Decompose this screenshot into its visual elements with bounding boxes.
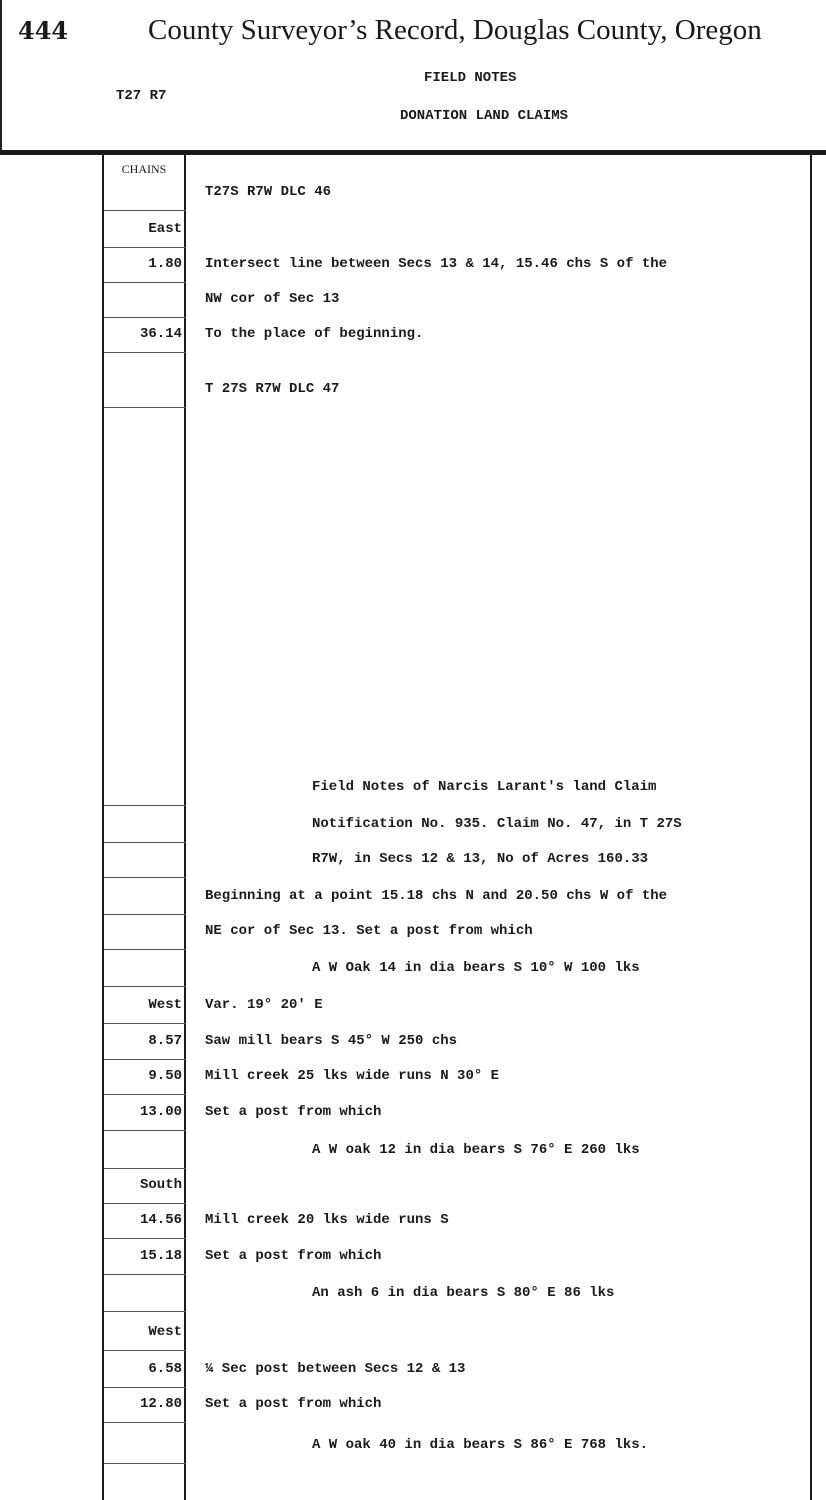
note-line: NW cor of Sec 13 [205, 291, 340, 307]
chains-row-divider [104, 914, 186, 915]
section-title: FIELD NOTES [424, 70, 517, 86]
chains-row-divider [104, 352, 186, 353]
note-line: A W Oak 14 in dia bears S 10° W 100 lks [312, 960, 640, 976]
note-line: A W oak 40 in dia bears S 86° E 768 lks. [312, 1437, 649, 1453]
chains-row-divider [104, 1238, 186, 1239]
chains-row-divider [104, 1168, 186, 1169]
chains-cell: 14.56 [139, 1212, 182, 1228]
chains-row-divider [104, 1203, 186, 1204]
column-rule-chains [184, 155, 186, 1500]
chains-row-divider [104, 1422, 186, 1423]
note-line: T 27S R7W DLC 47 [205, 381, 340, 397]
chains-cell: West [148, 1324, 182, 1340]
chains-cell: 6.58 [148, 1361, 182, 1377]
note-line: A W oak 12 in dia bears S 76° E 260 lks [312, 1142, 640, 1158]
note-line: Var. 19° 20' E [205, 997, 323, 1013]
note-line: Saw mill bears S 45° W 250 chs [205, 1033, 458, 1049]
chains-cell: 12.80 [139, 1396, 182, 1412]
column-rule-right [810, 155, 812, 1500]
note-line: ¼ Sec post between Secs 12 & 13 [205, 1361, 466, 1377]
chains-row-divider [104, 805, 186, 806]
note-line: Notification No. 935. Claim No. 47, in T 27S [312, 816, 682, 832]
chains-row-divider [104, 1059, 186, 1060]
chains-row-divider [104, 407, 186, 408]
note-line: An ash 6 in dia bears S 80° E 86 lks [312, 1285, 615, 1301]
chains-row-divider [104, 317, 186, 318]
note-line: Beginning at a point 15.18 chs N and 20.50 chs W of the [205, 888, 668, 904]
chains-row-divider [104, 210, 186, 211]
township-range: T27 R7 [116, 88, 167, 104]
note-line: Mill creek 20 lks wide runs S [205, 1212, 449, 1228]
chains-row-divider [104, 1023, 186, 1024]
chains-row-divider [104, 986, 186, 987]
note-line: Intersect line between Secs 13 & 14, 15.46 chs S of the [205, 256, 668, 272]
chains-row-divider [104, 1094, 186, 1095]
chains-row-divider [104, 247, 186, 248]
chains-cell: West [148, 997, 182, 1013]
chains-cell: 8.57 [148, 1033, 182, 1049]
column-rule-left [102, 155, 104, 1500]
chains-cell: East [148, 221, 182, 237]
chains-row-divider [104, 877, 186, 878]
note-line: Field Notes of Narcis Larant's land Claim [312, 779, 657, 795]
page-number: 444 [18, 16, 69, 45]
page-left-edge [0, 0, 2, 150]
header-rule [0, 150, 826, 155]
chains-row-divider [104, 1463, 186, 1464]
chains-row-divider [104, 1350, 186, 1351]
note-line: Set a post from which [205, 1396, 382, 1412]
chains-row-divider [104, 1387, 186, 1388]
chains-row-divider [104, 282, 186, 283]
note-line: T27S R7W DLC 46 [205, 184, 332, 200]
chains-row-divider [104, 1274, 186, 1275]
chains-cell: 36.14 [139, 326, 182, 342]
note-line: Set a post from which [205, 1248, 382, 1264]
chains-row-divider [104, 1130, 186, 1131]
chains-cell: 13.00 [139, 1104, 182, 1120]
note-line: NE cor of Sec 13. Set a post from which [205, 923, 533, 939]
section-subtitle: DONATION LAND CLAIMS [400, 108, 569, 124]
note-line: R7W, in Secs 12 & 13, No of Acres 160.33 [312, 851, 649, 867]
chains-row-divider [104, 842, 186, 843]
chains-cell: 1.80 [148, 256, 182, 272]
note-line: Set a post from which [205, 1104, 382, 1120]
note-line: To the place of beginning. [205, 326, 424, 342]
chains-row-divider [104, 1311, 186, 1312]
chains-row-divider [104, 949, 186, 950]
chains-cell: 9.50 [148, 1068, 182, 1084]
chains-cell: 15.18 [139, 1248, 182, 1264]
chains-cell: South [139, 1177, 182, 1193]
book-title: County Surveyor’s Record, Douglas County, Oregon [148, 14, 762, 46]
note-line: Mill creek 25 lks wide runs N 30° E [205, 1068, 500, 1084]
chains-column-header: CHAINS [121, 162, 167, 176]
